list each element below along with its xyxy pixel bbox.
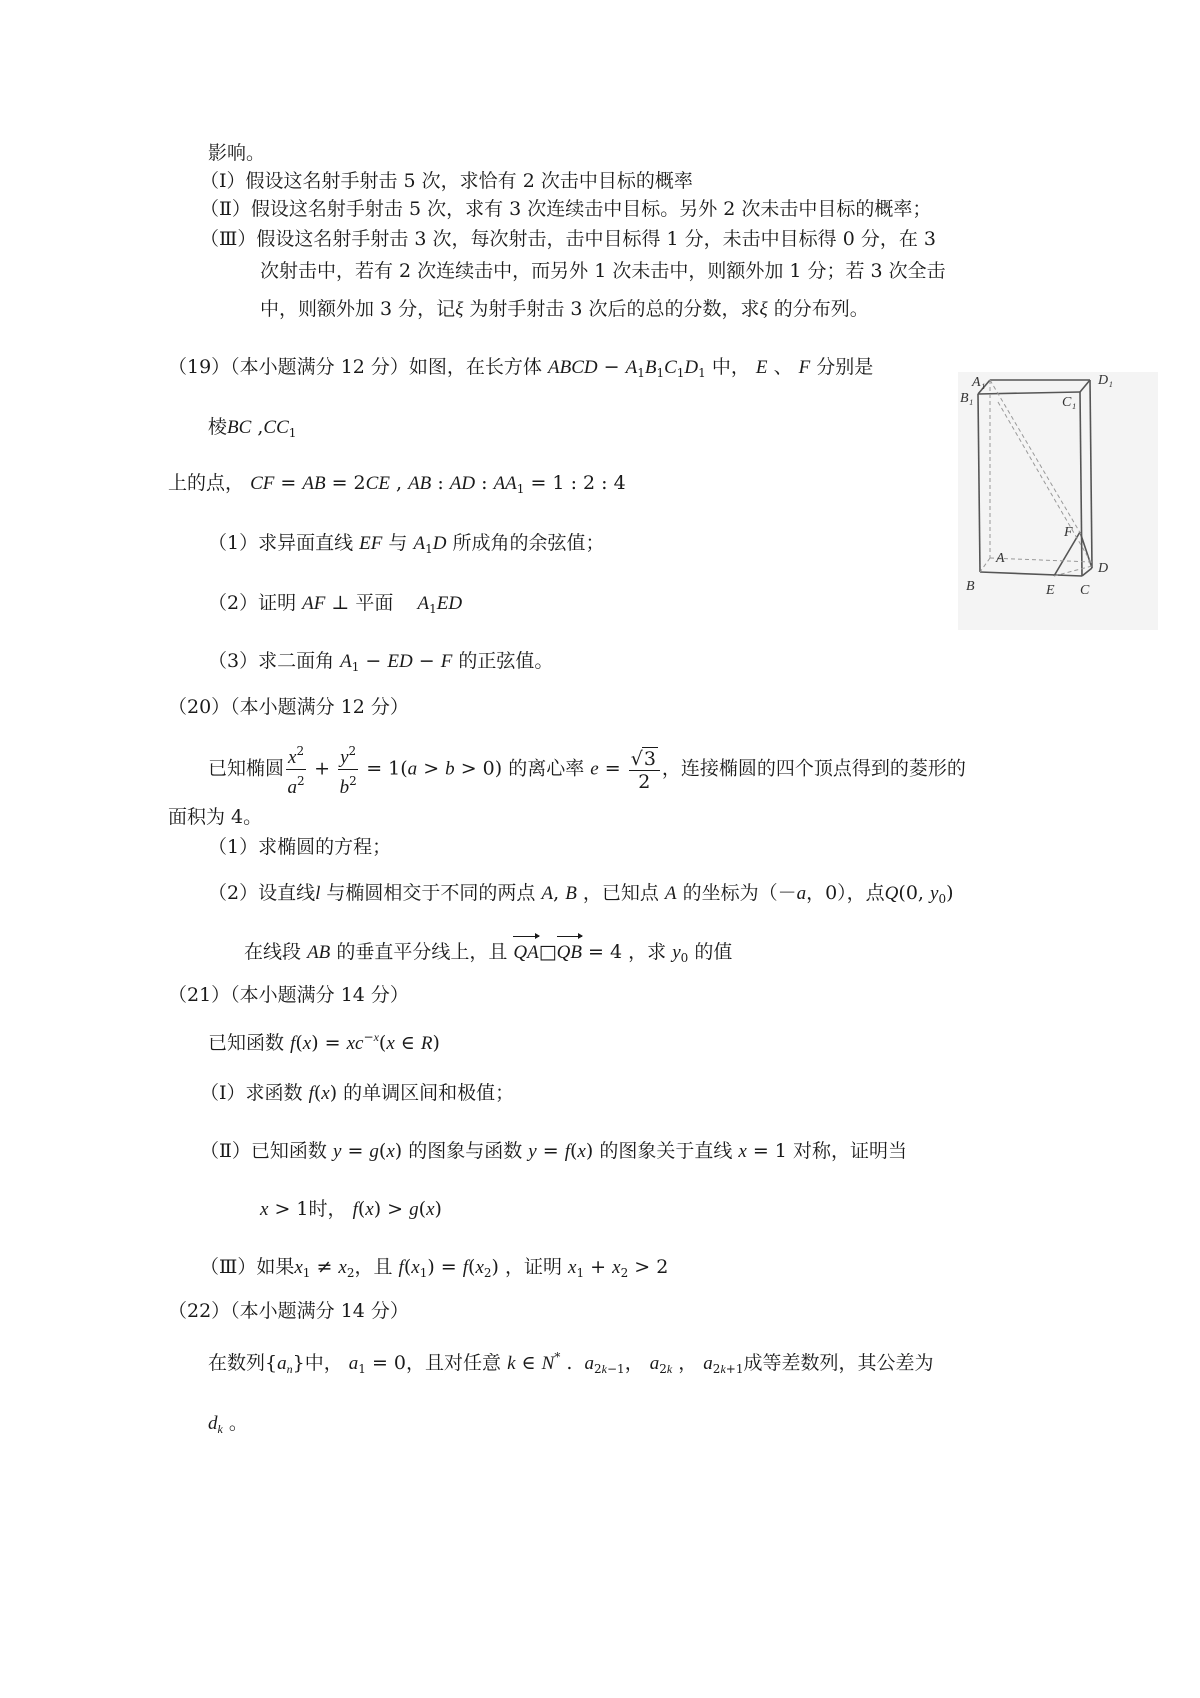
label-f: F <box>1064 525 1073 540</box>
q19-part-2: （2）证明 AF ⊥ 平面 $A_1ED$ <box>208 592 463 616</box>
q22-line-1: 在数列$\{a_n\}$中， $a_1 = 0$，且对任意 k ∈ N* . $a_{2k-1}$， $a_{2k}$ ， $a_{2k+1}$成等差数列，其公差为 <box>208 1350 934 1376</box>
q20-part-2: （2）设直线l 与椭圆相交于不同的两点 A, B ，已知点 A 的坐标为（－a，0），点Q(0, $y_0$) <box>208 882 954 906</box>
label-b1: B₁ <box>960 391 974 406</box>
q22-heading: （22）（本小题满分 14 分） <box>168 1300 409 1322</box>
q20-line-2: 面积为 4。 <box>168 806 263 828</box>
q18-continuation: 影响。 <box>208 142 266 164</box>
q22-line-2: $d_k$ 。 <box>208 1412 248 1436</box>
q19-part-3: （3）求二面角 $A_1$ − ED − F 的正弦值。 <box>208 650 554 674</box>
q21-part-2-line-2: x > 1时， f(x) > g(x) <box>260 1198 442 1220</box>
q19-line-3: 上的点， CF = AB = 2CE , AB : AD : $AA_1 = 1$ : 2 : 4 <box>168 472 626 496</box>
q18-part-3-line-3: 中，则额外加 3 分，记ξ 为射手射击 3 次后的总的分数，求ξ 的分布列。 <box>260 298 869 320</box>
q20-heading: （20）（本小题满分 12 分） <box>168 696 409 718</box>
q20-part-2-line-2: 在线段 AB 的垂直平分线上，且 QA□QB = 4 ，求 $y_0$ 的值 <box>244 936 732 971</box>
q21-part-2: （Ⅱ）已知函数 y = g(x) 的图象与函数 y = f(x) 的图象关于直线 x = 1 对称，证明当 <box>200 1140 907 1162</box>
q21-line-1: 已知函数 $f(x) = xc^{-x}(x$ ∈ R) <box>208 1030 440 1054</box>
q19-line-2: 棱BC $,CC_1$ <box>208 416 297 440</box>
q18-part-2: （Ⅱ）假设这名射手射击 5 次，求有 3 次连续击中目标。另外 2 次未击中目标的概率； <box>200 198 932 220</box>
label-a: A <box>996 551 1005 566</box>
label-a1: A₁ <box>972 375 986 390</box>
q19-part-1: （1）求异面直线 EF 与 $A_1D$ 所成角的余弦值； <box>208 532 605 556</box>
q18-part-3-line-1: （Ⅲ）假设这名射手射击 3 次，每次射击，击中目标得 1 分，未击中目标得 0 分，在 3 <box>200 228 936 250</box>
q20-part-1: （1）求椭圆的方程； <box>208 836 392 858</box>
label-d: D <box>1098 561 1109 576</box>
q18-part-1: （Ⅰ）假设这名射手射击 5 次，求恰有 2 次击中目标的概率 <box>200 170 693 192</box>
label-c1: C₁ <box>1062 395 1077 410</box>
label-e: E <box>1046 583 1055 598</box>
label-d1: D₁ <box>1098 373 1113 388</box>
q19-heading: （19）（本小题满分 12 分）如图，在长方体 ABCD − $A_1B_1C_1D_1$ 中， E 、 F 分别是 <box>168 356 874 380</box>
q21-part-1: （Ⅰ）求函数 f(x) 的单调区间和极值； <box>200 1082 515 1104</box>
q20-line-1: 已知椭圆 $\frac{x^2}{a^2}$ + $\frac{y^2}{b^2}$ = 1(a > b > 0) 的离心率 e = $\frac{√3}{2}$ ，连接椭圆的四个顶点得到的菱形的 <box>208 740 966 799</box>
label-c: C <box>1080 583 1090 598</box>
cuboid-figure <box>958 372 1158 630</box>
q21-heading: （21）（本小题满分 14 分） <box>168 984 409 1006</box>
q18-part-3-line-2: 次射击中，若有 2 次连续击中，而另外 1 次未击中，则额外加 1 分；若 3 次全击 <box>260 260 946 282</box>
label-b: B <box>966 579 975 594</box>
q21-part-3: （Ⅲ）如果$x_1 \ne x_2$，且 $f(x_1) = f(x_2)$ ，证明 $x_1 + x_2 > 2$ <box>200 1256 669 1280</box>
